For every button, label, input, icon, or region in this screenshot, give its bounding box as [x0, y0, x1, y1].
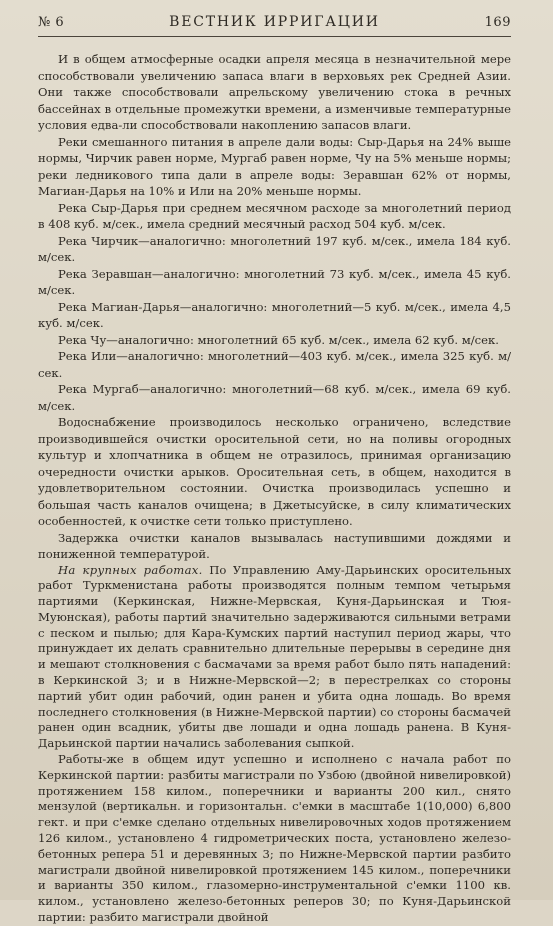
- paragraph: Река Мургаб—аналогично: многолетний—68 куб. м/сек., имела 69 куб. м/сек.: [38, 382, 511, 413]
- paragraph-text: По Управлению Аму-Дарьинских оросительных работ Туркменистана работы производятся полным темпом четырьмя партиями (Керкинская, Нижне-Мервская, Куня-Дарьинская и Тюя-Муюнская), работы партий значительно задерживаются сильными ветрами с песком и пылью; для Кара-Кумских партий наступил период жары, что принуждает их делать сравнительно длительные перерывы в середине дня и мешают столкновения с басмачами за время работ было пять нападений: в Керкинской 3; и в Нижне-Мервской—2; в перестрелках со стороны партий убит один рабочий, один ранен и убита одна лошадь. Во время последнего столкновения (в Нижне-Мервской партии) со стороны басмачей ранен один всадник, убиты две лошади и одна лошадь ранена. В Куня-Дарьинской партии начались заболевания сыпкой.: [38, 562, 511, 751]
- article-body: [38, 51, 511, 926]
- page-number: 169: [484, 15, 511, 30]
- issue-number: № 6: [38, 15, 65, 30]
- paragraph: Река Или—аналогично: многолетний—403 куб. м/сек., имела 325 куб. м/сек.: [38, 349, 511, 380]
- paragraph: Река Магиан-Дарья—аналогично: многолетний—5 куб. м/сек., имела 4,5 куб. м/сек.: [38, 299, 511, 330]
- page-header: [38, 14, 511, 34]
- journal-title: ВЕСТНИК ИРРИГАЦИИ: [169, 14, 380, 30]
- paragraph: Река Чирчик—аналогично: многолетний 197 куб. м/сек., имела 184 куб. м/сек.: [38, 233, 511, 264]
- paragraph: Река Зеравшан—аналогично: многолетний 73 куб. м/сек., имела 45 куб. м/сек.: [38, 266, 511, 297]
- paragraph: Водоснабжение производилось несколько ограничено, вследствие производившейся очистки оросительной сети, но на поливы огородных культур и хлопчатника в общем не отразилось, принимая организацию очередности очистки арыков. Оросительная сеть, в общем, находится в удовлетворительном состоянии. Очистка производилась успешно и большая часть каналов очищена; в Джетысуйске, в силу климатических особенностей, к очистке сети только приступлено.: [38, 415, 511, 528]
- paragraph: Река Чу—аналогично: многолетний 65 куб. м/сек., имела 62 куб. м/сек.: [58, 332, 499, 347]
- paragraph: Задержка очистки каналов вызывалась наступившими дождями и пониженной температурой.: [38, 530, 511, 561]
- paragraph: И в общем атмосферные осадки апреля месяца в незначительной мере способствовали увеличению запаса влаги в верховьях рек Средней Азии. Они также способствовали апрельскому увеличению стока в речных бассейнах в отдельные промежутки времени, а изменчивые температурные условия едва-ли способствовали накоплению запасов влаги.: [38, 52, 511, 132]
- paragraph: [38, 563, 511, 753]
- paragraph: Река Сыр-Дарья при среднем месячном расходе за многолетний период в 408 куб. м/сек., имела средний месячный расход 504 куб. м/сек.: [38, 200, 511, 231]
- header-rule: [38, 36, 511, 37]
- section-lead: На крупных работах.: [58, 562, 203, 577]
- paragraph: Работы-же в общем идут успешно и исполнено с начала работ по Керкинской партии: разбиты магистрали по Узбою (двойной нивелировкой) протяжением 158 килом., поперечники и варианты 200 кил., снято мензулой (вертикальн. и горизонтальн. с'емки в масштабе 1(10,000) 6,800 гект. и при с'емке сделано отдельных нивелировочных ходов протяжением 126 килом., установлено 4 гидрометрических поста, установлено железо-бетонных репера 51 и деревянных 3; по Нижне-Мервской партии разбито магистрали двойной нивелировкой протяжением 145 килом., поперечники и варианты 350 килом., глазомерно-инструментальной с'емки 1100 кв. килом., установлено железо-бетонных реперов 30; по Куня-Дарьинской партии: разбито магистрали двойной: [38, 752, 511, 925]
- paragraph: Реки смешанного питания в апреле дали воды: Сыр-Дарья на 24% выше нормы, Чирчик равен норме, Мургаб равен норме, Чу на 5% меньше нормы; реки ледникового типа дали в апреле воды: Зеравшан 62% от нормы, Магиан-Дарья на 10% и Или на 20% меньше нормы.: [38, 134, 511, 198]
